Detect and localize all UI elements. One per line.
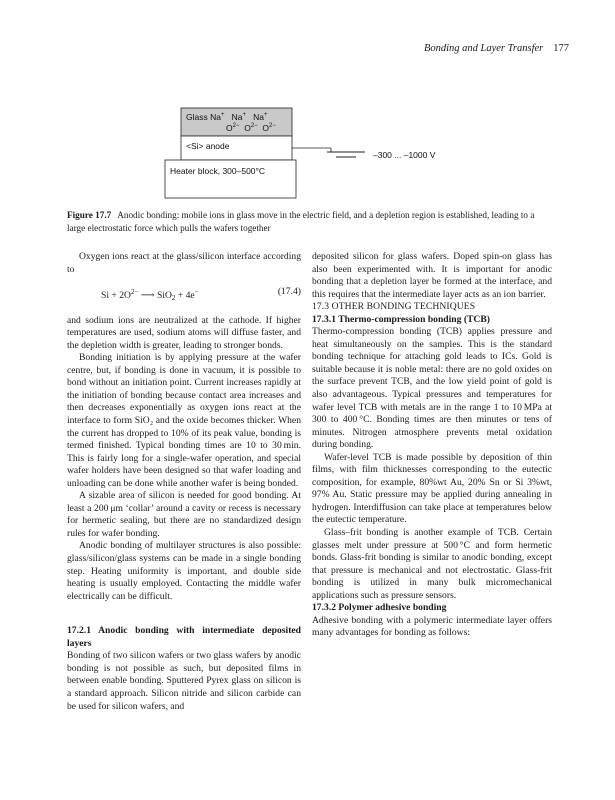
figure-caption <box>67 209 554 235</box>
section-heading-17-3-1: 17.3.1 Thermo-compression bonding (TCB) <box>312 313 490 325</box>
section-heading-17-3: 17.3 OTHER BONDING TECHNIQUES <box>312 301 476 313</box>
paragraph: A sizable area of silicon is needed for good bonding. At least a 200 μm ‘collar’ around a cavity or recess is necessary for hermetic sealing, but there are no standardized design rules for wafer bonding. <box>67 490 301 539</box>
paragraph: Bonding of two silicon wafers or two glass wafers by anodic bonding is not possible as such, but deposited films in between enable bonding. Sputtered Pyrex glass on silicon is a standard approach. Silicon nitride and silicon carbide can be used for silicon wafers, and <box>67 650 301 712</box>
heater-label: Heater block, 300–500°C <box>170 166 266 176</box>
equation-body: $Si + 2O^{2-}$ ⟶ SiO$_2$ + 4e− <box>101 288 199 303</box>
paragraph: deposited silicon for glass wafers. Doped spin-on glass has also been experimented with. It is important for anodic bonding that a depletion layer be formed at the interface, and this requires that the intermediate layer acts as an ion barrier. <box>312 251 552 300</box>
figure-anodic-bonding <box>0 0 615 230</box>
running-title: Bonding and Layer Transfer <box>423 43 544 54</box>
paragraph: and sodium ions are neutralized at the cathode. If higher temperatures are used, sodium atoms will diffuse faster, and the depletion width is greater, leading to stronger bonds. <box>67 314 301 351</box>
oxygen-ions-label: $O^{2-}$ $O^{2-}$ $O^{2-}$ <box>226 123 276 133</box>
paragraph: Adhesive bonding with a polymeric intermediate layer offers many advantages for bonding as follows: <box>312 614 552 639</box>
equation-number: (17.4) <box>277 286 301 298</box>
figure-caption-label: Figure 17.7 <box>67 210 112 220</box>
paragraph: Glass–frit bonding is another example of TCB. Certain glasses melt under pressure at 500 °C and form hermetic bonds. Glass-frit bonding is similar to anodic bonding, except that pressure is mechanical and not electrostatic. Glass-frit bonding is utilized in many bulk micromechanical applications such as pressure sensors. <box>312 527 552 601</box>
right-column <box>312 251 552 640</box>
equation-17-4 <box>67 286 301 305</box>
left-column <box>67 251 301 713</box>
anode-label: <Si> anode <box>186 141 230 151</box>
section-heading-17-3-2: 17.3.2 Polymer adhesive bonding <box>312 602 447 614</box>
paragraph: Oxygen ions react at the glass/silicon interface according to <box>67 251 301 275</box>
figure-diagram <box>0 0 615 230</box>
glass-label: Glass Na+ Na+ Na+ <box>186 112 268 122</box>
figure-caption-text: Anodic bonding: mobile ions in glass move in the electric field, and a depletion region is established, leading to a large electrostatic force which pulls the wafers together <box>67 210 535 233</box>
section-heading-17-2-1: 17.2.1 Anodic bonding with intermediate deposited layers <box>67 625 301 649</box>
page-number: 177 <box>553 43 569 54</box>
voltage-label: –300 ... –1000 V <box>373 150 436 160</box>
paragraph: Wafer-level TCB is made possible by deposition of thin films, with film thicknesses corresponding to the eutectic composition, for example, 80%wt Au, 20% Sn or Si 3%wt, 97% Au. Static pressure may be applied during annealing in hydrogen. Interdiffusion can take place at temperatures below the eutectic temperature. <box>312 451 552 526</box>
paragraph: Bonding initiation is by applying pressure at the wafer centre, but, if bonding is done in vacuum, it is possible to bond without an initiation point. Current increases rapidly at the initiation of bonding because contact area increases and then decreases exponentially as oxygen ions react at the interface to form SiO₂ and the oxide becomes thicker. When the current has dropped to 10% of its peak value, bonding is termed finished. Typical bonding times are 10 to 30 min. This is fairly long for a single-wafer operation, and special wafer holders have been designed so that wafer loading and unloading can be done while another wafer is being bonded. <box>67 352 301 489</box>
paragraph: Anodic bonding of multilayer structures is also possible: glass/silicon/glass systems can be made in a single bonding step. Heating uniformity is important, and double side heating is usually employed. Contacting the middle wafer electrically can be difficult. <box>67 540 301 602</box>
paragraph: Thermo-compression bonding (TCB) applies pressure and heat simultaneously on the samples. This is the standard bonding technique for attaching gold leads to ICs. Gold is suitable because it is noble metal: there are no gold oxides on the surface prevent TCB, and the low yield point of gold is also advantageous. Typical pressures and temperatures for wafer level TCB with metals are in the range 1 to 10 MPa at 300 to 400 °C. Bonding times are then minutes or tens of minutes. Nitrogen atmosphere prevents metal oxidation during bonding. <box>312 326 552 451</box>
